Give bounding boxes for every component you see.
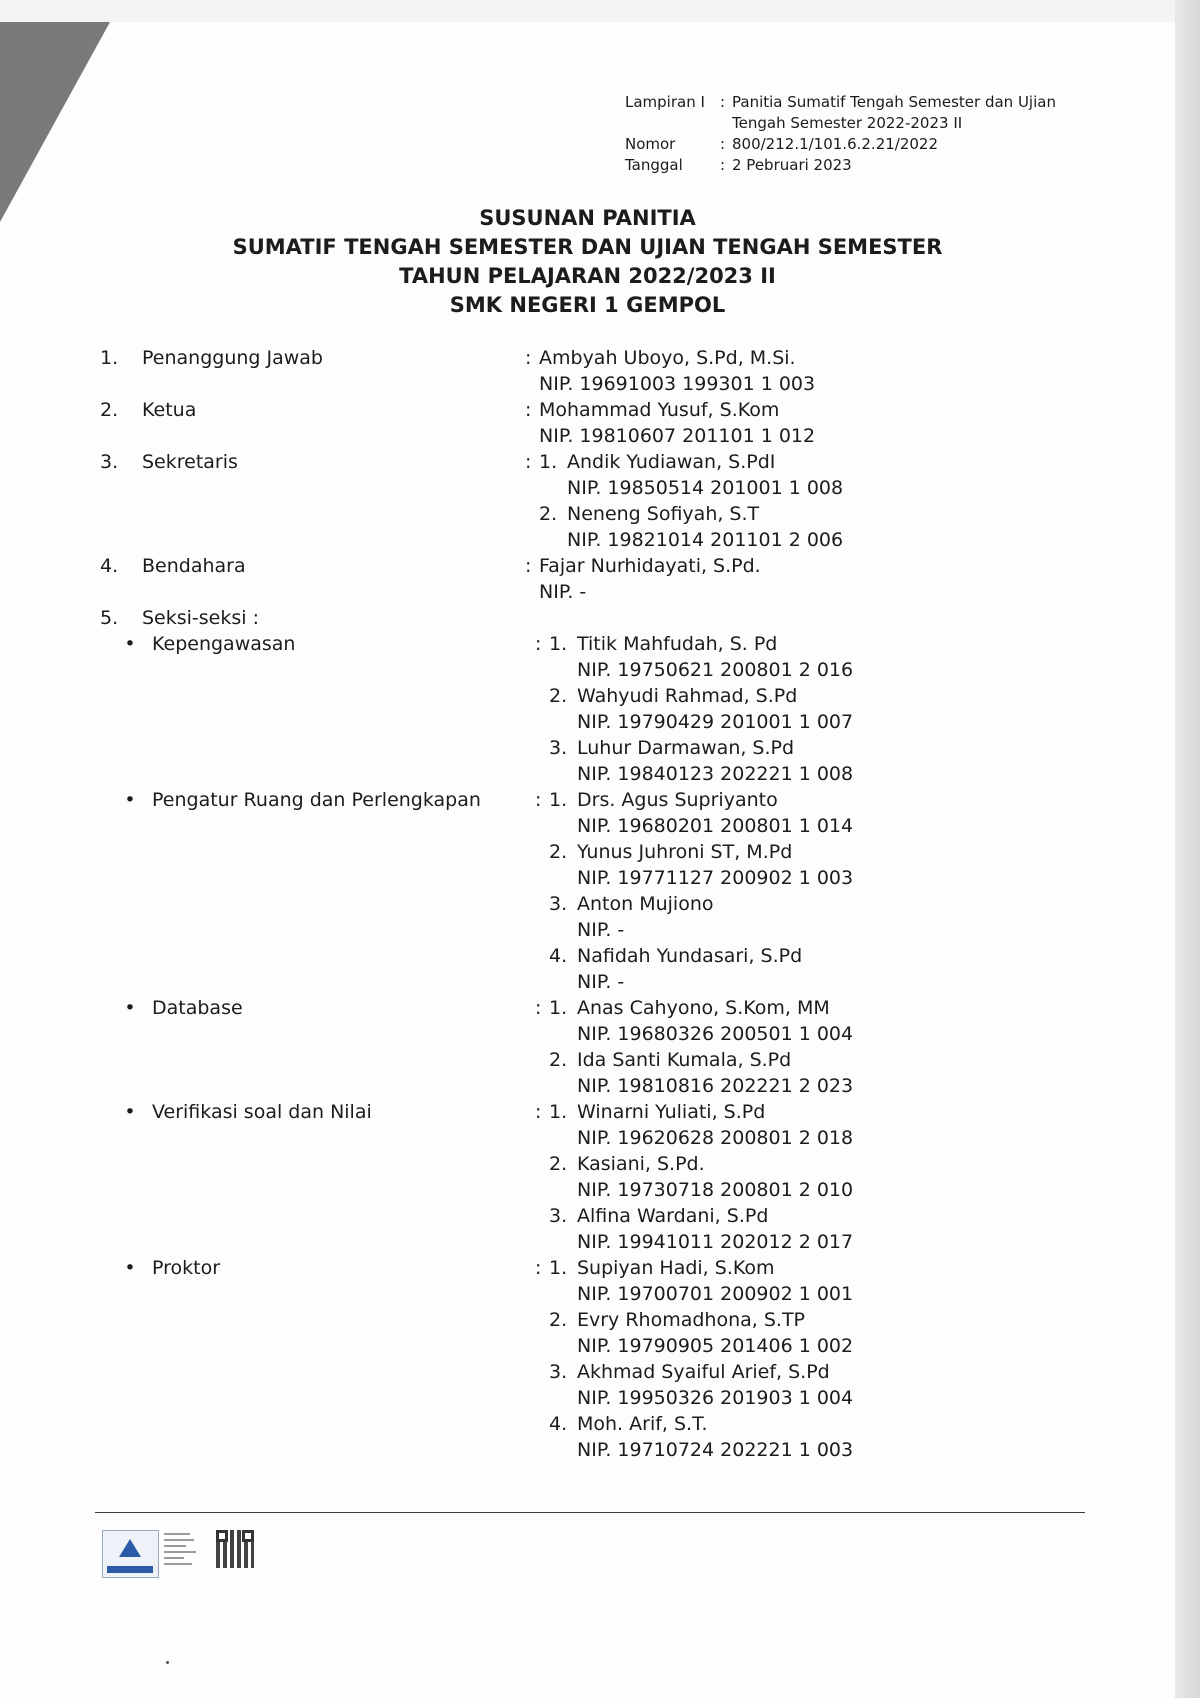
member-row: 1. Anas Cahyono, S.Kom, MM: [549, 995, 1100, 1021]
section-label: Proktor: [152, 1257, 221, 1279]
person-nip: NIP. 19680326 200501 1 004: [577, 1023, 854, 1045]
person-name: Kasiani, S.Pd.: [577, 1153, 705, 1175]
section-label: Verifikasi soal dan Nilai: [152, 1101, 372, 1123]
header-row-lampiran-cont: [625, 113, 1095, 134]
member-row: 1. Winarni Yuliati, S.Pd: [549, 1099, 1100, 1125]
member-row: 2. Yunus Juhroni ST, M.Pd: [549, 839, 1100, 865]
bullet-icon: •: [124, 633, 136, 655]
person-name: Ida Santi Kumala, S.Pd: [577, 1049, 792, 1071]
member-row: 4. Nafidah Yundasari, S.Pd: [549, 943, 1100, 969]
footer-divider: [95, 1512, 1085, 1513]
section-label: Database: [152, 997, 243, 1019]
header-row-lampiran: Lampiran I : Panitia Sumatif Tengah Semester dan Ujian: [625, 93, 1056, 111]
person-name: Titik Mahfudah, S. Pd: [577, 633, 778, 655]
person-name: Fajar Nurhidayati, S.Pd.: [539, 555, 761, 577]
person-name: Evry Rhomadhona, S.TP: [577, 1309, 806, 1331]
member-row: 2. Wahyudi Rahmad, S.Pd: [549, 683, 1100, 709]
bullet-icon: •: [124, 1101, 136, 1123]
role-label: Penanggung Jawab: [142, 347, 323, 369]
person-nip: NIP. 19821014 201101 2 006: [567, 529, 844, 551]
person-name: Yunus Juhroni ST, M.Pd: [577, 841, 793, 863]
bullet-icon: •: [124, 789, 136, 811]
member-row: 3. Alfina Wardani, S.Pd: [549, 1203, 1100, 1229]
role-label: Sekretaris: [142, 451, 238, 473]
person-nip: NIP. 19680201 200801 1 014: [577, 815, 854, 837]
scan-right-edge: [1175, 0, 1200, 1698]
member-row: 4. Moh. Arif, S.T.: [549, 1411, 1100, 1437]
person-name: Akhmad Syaiful Arief, S.Pd: [577, 1361, 830, 1383]
header-label: Nomor: [625, 135, 676, 153]
person-nip: NIP. 19790905 201406 1 002: [577, 1335, 854, 1357]
header-value: Tengah Semester 2022-2023 II: [732, 114, 963, 132]
title-line-4: SMK NEGERI 1 GEMPOL: [449, 293, 726, 317]
header-row-tanggal: Tanggal : 2 Pebruari 2023: [625, 156, 852, 174]
person-name: Anton Mujiono: [577, 893, 714, 915]
person-name: Moh. Arif, S.T.: [577, 1413, 708, 1435]
certification-triangle-icon: [119, 1539, 141, 1557]
member-row: 1. Drs. Agus Supriyanto: [549, 787, 1100, 813]
member-row: 1. Supiyan Hadi, S.Kom: [549, 1255, 1100, 1281]
member-row: 3. Luhur Darmawan, S.Pd: [549, 735, 1100, 761]
person-nip: NIP. 19750621 200801 2 016: [577, 659, 854, 681]
header-value: Panitia Sumatif Tengah Semester dan Ujian: [732, 93, 1056, 111]
entry-penanggung-jawab: 1. Penanggung Jawab : Ambyah Uboyo, S.Pd, M.Si. NIP. 19691003 199301 1 003: [100, 345, 1100, 397]
entry-bendahara: 4. Bendahara : Fajar Nurhidayati, S.Pd. NIP. -: [100, 553, 1100, 605]
member-row: 1. Andik Yudiawan, S.PdI: [539, 449, 1100, 475]
section-pengatur-ruang: • Pengatur Ruang dan Perlengkapan : 1. Drs. Agus Supriyanto NIP. 19680201 200801 1 014 2. Yunus Juhroni ST, M.Pd NIP. 19771127 200902 1 003 3. Anton Mujiono NIP. - 4. Nafidah Yundasari, S.Pd NIP. -: [100, 787, 1100, 995]
committee-list: [100, 345, 1100, 1463]
person-name: Winarni Yuliati, S.Pd: [577, 1101, 766, 1123]
person-name: Nafidah Yundasari, S.Pd: [577, 945, 803, 967]
person-nip: NIP. 19771127 200902 1 003: [577, 867, 854, 889]
person-nip: NIP. 19620628 200801 2 018: [577, 1127, 854, 1149]
member-row: 2. Kasiani, S.Pd.: [549, 1151, 1100, 1177]
section-label: Pengatur Ruang dan Perlengkapan: [152, 789, 481, 811]
certification-fine-print: [164, 1533, 204, 1573]
header-label: Lampiran I: [625, 93, 705, 111]
person-name: Neneng Sofiyah, S.T: [567, 503, 760, 525]
member-row: 2. Ida Santi Kumala, S.Pd: [549, 1047, 1100, 1073]
person-nip: NIP. 19810607 201101 1 012: [539, 425, 816, 447]
person-name: Alfina Wardani, S.Pd: [577, 1205, 769, 1227]
person-name: Supiyan Hadi, S.Kom: [577, 1257, 775, 1279]
person-nip: NIP. 19730718 200801 2 010: [577, 1179, 854, 1201]
entry-ketua: 2. Ketua : Mohammad Yusuf, S.Kom NIP. 19810607 201101 1 012: [100, 397, 1100, 449]
document-title-block: [80, 204, 1095, 320]
person-nip: NIP. 19691003 199301 1 003: [539, 373, 816, 395]
section-verifikasi: • Verifikasi soal dan Nilai : 1. Winarni Yuliati, S.Pd NIP. 19620628 200801 2 018 2. Kasiani, S.Pd. NIP. 19730718 200801 2 010 3. Alfina Wardani, S.Pd NIP. 19941011 202012 2 017: [100, 1099, 1100, 1255]
qr-code-icon: [216, 1530, 254, 1568]
person-nip: NIP. 19850514 201001 1 008: [567, 477, 844, 499]
member-row: 3. Anton Mujiono: [549, 891, 1100, 917]
header-value: 2 Pebruari 2023: [732, 156, 852, 174]
title-line-1: SUSUNAN PANITIA: [479, 206, 696, 230]
header-row-nomor: Nomor : 800/212.1/101.6.2.21/2022: [625, 135, 939, 153]
certification-logo: [102, 1530, 159, 1578]
scan-speck: [166, 1661, 169, 1664]
entry-seksi-seksi: 5. Seksi-seksi :: [100, 605, 1100, 631]
section-database: • Database : 1. Anas Cahyono, S.Kom, MM NIP. 19680326 200501 1 004 2. Ida Santi Kumala, S.Pd NIP. 19810816 202221 2 023: [100, 995, 1100, 1099]
person-nip: NIP. 19790429 201001 1 007: [577, 711, 854, 733]
header-value: 800/212.1/101.6.2.21/2022: [732, 135, 939, 153]
person-nip: NIP. 19950326 201903 1 004: [577, 1387, 854, 1409]
bullet-icon: •: [124, 1257, 136, 1279]
bullet-icon: •: [124, 997, 136, 1019]
member-row: 3. Akhmad Syaiful Arief, S.Pd: [549, 1359, 1100, 1385]
letter-reference-block: [625, 92, 1095, 176]
role-label: Ketua: [142, 399, 197, 421]
person-name: Mohammad Yusuf, S.Kom: [539, 399, 780, 421]
person-nip: NIP. -: [539, 581, 587, 603]
person-name: Ambyah Uboyo, S.Pd, M.Si.: [539, 347, 796, 369]
person-nip: NIP. 19840123 202221 1 008: [577, 763, 854, 785]
section-label: Kepengawasan: [152, 633, 296, 655]
person-name: Anas Cahyono, S.Kom, MM: [577, 997, 830, 1019]
person-name: Andik Yudiawan, S.PdI: [567, 451, 776, 473]
scan-corner-shadow: [0, 22, 110, 222]
member-row: 2. Evry Rhomadhona, S.TP: [549, 1307, 1100, 1333]
person-nip: NIP. 19710724 202221 1 003: [577, 1439, 854, 1461]
person-name: Drs. Agus Supriyanto: [577, 789, 778, 811]
section-kepengawasan: • Kepengawasan : 1. Titik Mahfudah, S. Pd NIP. 19750621 200801 2 016 2. Wahyudi Rahmad, S.Pd NIP. 19790429 201001 1 007 3. Luhur Darmawan, S.Pd NIP. 19840123 202221 1 008: [100, 631, 1100, 787]
header-label: Tanggal: [625, 156, 683, 174]
person-nip: NIP. -: [577, 919, 625, 941]
member-row: 1. Titik Mahfudah, S. Pd: [549, 631, 1100, 657]
person-nip: NIP. 19810816 202221 2 023: [577, 1075, 854, 1097]
member-row: 2. Neneng Sofiyah, S.T: [539, 501, 1100, 527]
person-name: Wahyudi Rahmad, S.Pd: [577, 685, 798, 707]
person-name: Luhur Darmawan, S.Pd: [577, 737, 795, 759]
title-line-3: TAHUN PELAJARAN 2022/2023 II: [399, 264, 776, 288]
person-nip: NIP. 19700701 200902 1 001: [577, 1283, 854, 1305]
title-line-2: SUMATIF TENGAH SEMESTER DAN UJIAN TENGAH SEMESTER: [232, 235, 943, 259]
section-proktor: • Proktor : 1. Supiyan Hadi, S.Kom NIP. 19700701 200902 1 001 2. Evry Rhomadhona, S.TP NIP. 19790905 201406 1 002 3. Akhmad Syaiful Arief, S.Pd NIP. 19950326 201903 1 004 4. Moh. Arif, S.T. NIP. 19710724 202221 1 003: [100, 1255, 1100, 1463]
role-label: Bendahara: [142, 555, 246, 577]
person-nip: NIP. -: [577, 971, 625, 993]
person-nip: NIP. 19941011 202012 2 017: [577, 1231, 854, 1253]
role-label: Seksi-seksi :: [142, 607, 259, 629]
entry-sekretaris: 3. Sekretaris : 1. Andik Yudiawan, S.PdI NIP. 19850514 201001 1 008 2. Neneng Sofiyah, S.T NIP. 19821014 201101 2 006: [100, 449, 1100, 553]
